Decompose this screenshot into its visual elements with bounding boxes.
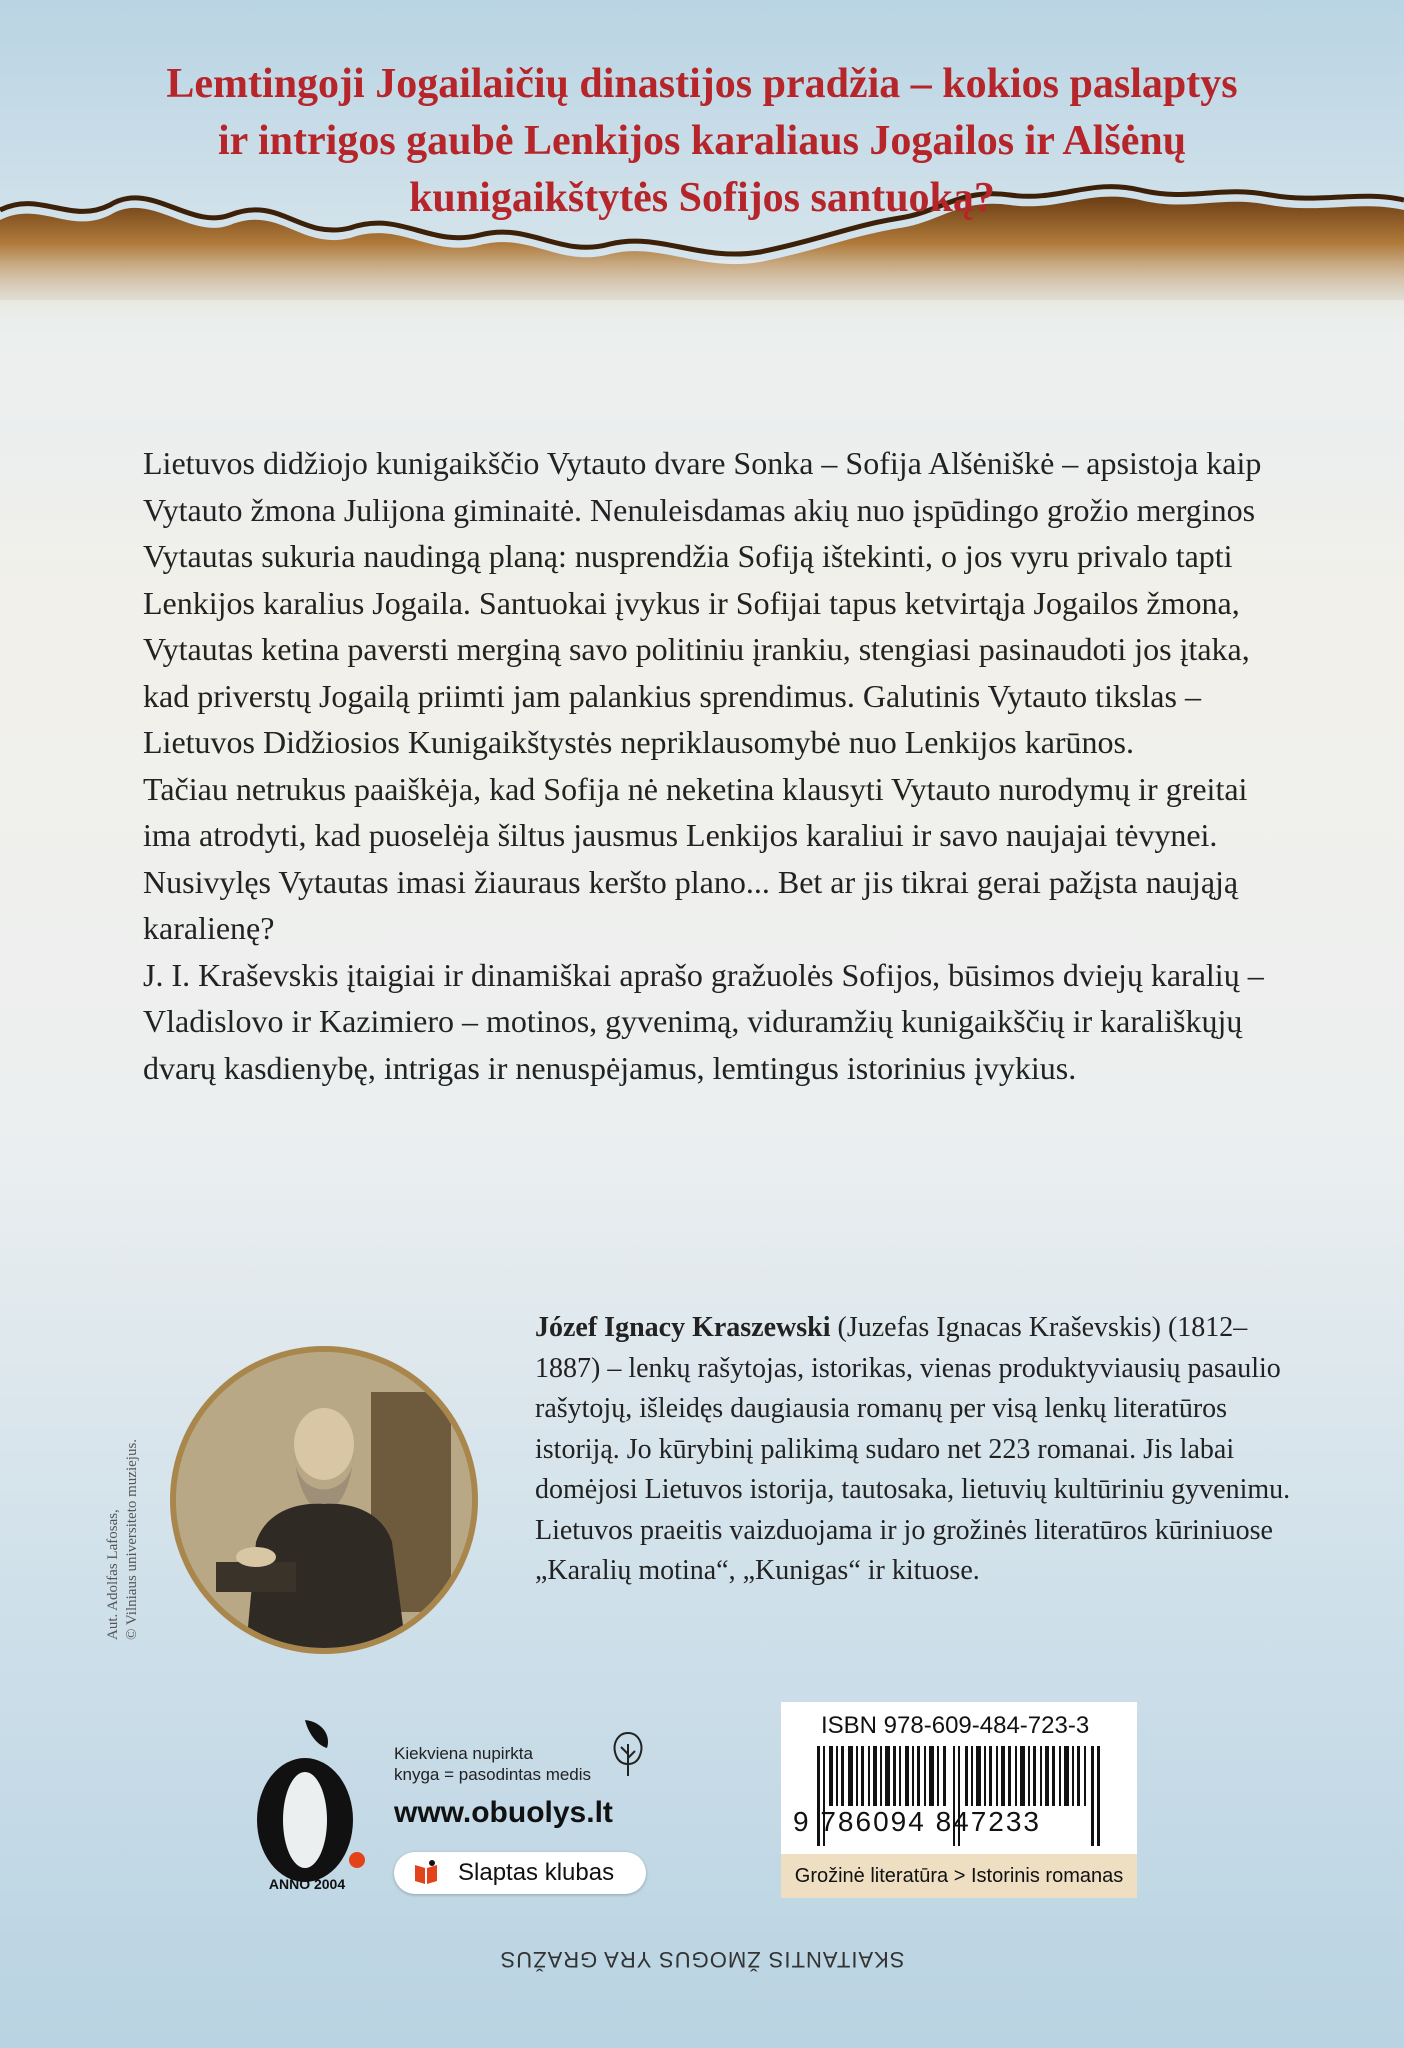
blurb-paragraph: Tačiau netrukus paaiškėja, kad Sofija nė neketina klausyti Vytauto nurodymų ir greitai ima atrodyti, kad puoselėja šiltus jausmus Lenkijos karaliui ir savo naujajai tėvynei. <box>143 770 1248 853</box>
plant-tree-note <box>394 1743 634 1785</box>
photo-credit-line: © Vilniaus universiteto muziejus. <box>124 1438 140 1640</box>
author-bio-text: (Juzefas Ignacas Kraševskis) (1812–1887) – lenkų rašytojas, istorikas, vienas produktyviausių pasaulio rašytojų, išleidęs daugiausia romanų per visą lenkų literatūros istoriją. Jo kūrybinį palikimą sudaro net 223 romanai. Jis labai domėjosi Lietuvos istorija, tautosaka, lietuvių kultūriniu gyvenimu. Lietuvos praeitis vaizduojama ir jo grožinės literatūros kūriniuose „Karalių motina“, „Kunigas“ ir kituose. <box>535 1312 1291 1586</box>
plant-line: knyga = pasodintas medis <box>394 1765 592 1784</box>
photo-credit <box>104 1340 142 1640</box>
author-figure <box>176 1352 472 1648</box>
blurb <box>143 440 1293 1091</box>
slaptas-klubas-badge[interactable] <box>394 1852 646 1894</box>
author-name: Józef Ignacy Kraszewski <box>535 1312 831 1343</box>
photo-credit-line: Aut. Adolfas Lafosas, <box>105 1509 121 1640</box>
barcode-number: 9 786094 847233 <box>793 1806 1041 1837</box>
slaptas-klubas-label: Slaptas klubas <box>458 1859 615 1886</box>
blurb-paragraph: Nusivylęs Vytautas imasi žiauraus keršto plano... Bet ar jis tikrai gerai pažįsta naująją karalienę? <box>143 863 1239 946</box>
anno-label: ANNO 2004 <box>268 1876 346 1892</box>
obuolys-logo <box>235 1712 375 1902</box>
blurb-paragraph: J. I. Kraševskis įtaigiai ir dinamiškai aprašo gražuolės Sofijos, būsimos dviejų karalių – Vladislovo ir Kazimiero – motinos, gyvenimą, viduramžių kunigaikščių ir karališkųjų dvarų kasdienybę, intrigas ir nenuspėjamus, lemtingus istorinius įvykius. <box>143 956 1264 1086</box>
tree-icon <box>610 1730 646 1778</box>
author-portrait <box>170 1346 478 1654</box>
motto: SKAITANTIS ŽMOGUS YRA GRAŽUS <box>499 1947 905 1972</box>
author-bio <box>535 1308 1305 1592</box>
website-url[interactable]: www.obuolys.lt <box>394 1796 613 1829</box>
isbn-text: ISBN 978-609-484-723-3 <box>821 1712 1090 1739</box>
blurb-paragraph: Lietuvos didžiojo kunigaikščio Vytauto dvare Sonka – Sofija Alšėniškė – apsistoja kaip Vytauto žmona Julijona giminaitė. Nenuleisdamas akių nuo įspūdingo grožio merginos Vytautas sukuria naudingą planą: nusprendžia Sofiją ištekinti, o jos vyru privalo tapti Lenkijos karalius Jogaila. Santuokai įvykus ir Sofijai tapus ketvirtąja Jogailos žmona, Vytautas ketina paversti merginą savo politiniu įrankiu, stengiasi pasinaudoti jos įtaka, kad priverstų Jogailą priimti jam palankius sprendimus. Galutinis Vytauto tikslas – Lietuvos Didžiosios Kunigaikštystės nepriklausomybė nuo Lenkijos karūnos. <box>143 445 1262 760</box>
plant-line: Kiekviena nupirkta <box>394 1744 533 1763</box>
book-icon <box>412 1859 440 1887</box>
logo-dot <box>349 1852 365 1868</box>
genre-label: Grožinė literatūra > Istorinis romanas <box>781 1854 1137 1898</box>
headline: Lemtingoji Jogailaičių dinastijos pradžia – kokios paslaptys ir intrigos gaubė Lenkijos karaliaus Jogailos ir Alšėnų kunigaikštytės Sofijos santuoką? <box>166 61 1238 221</box>
